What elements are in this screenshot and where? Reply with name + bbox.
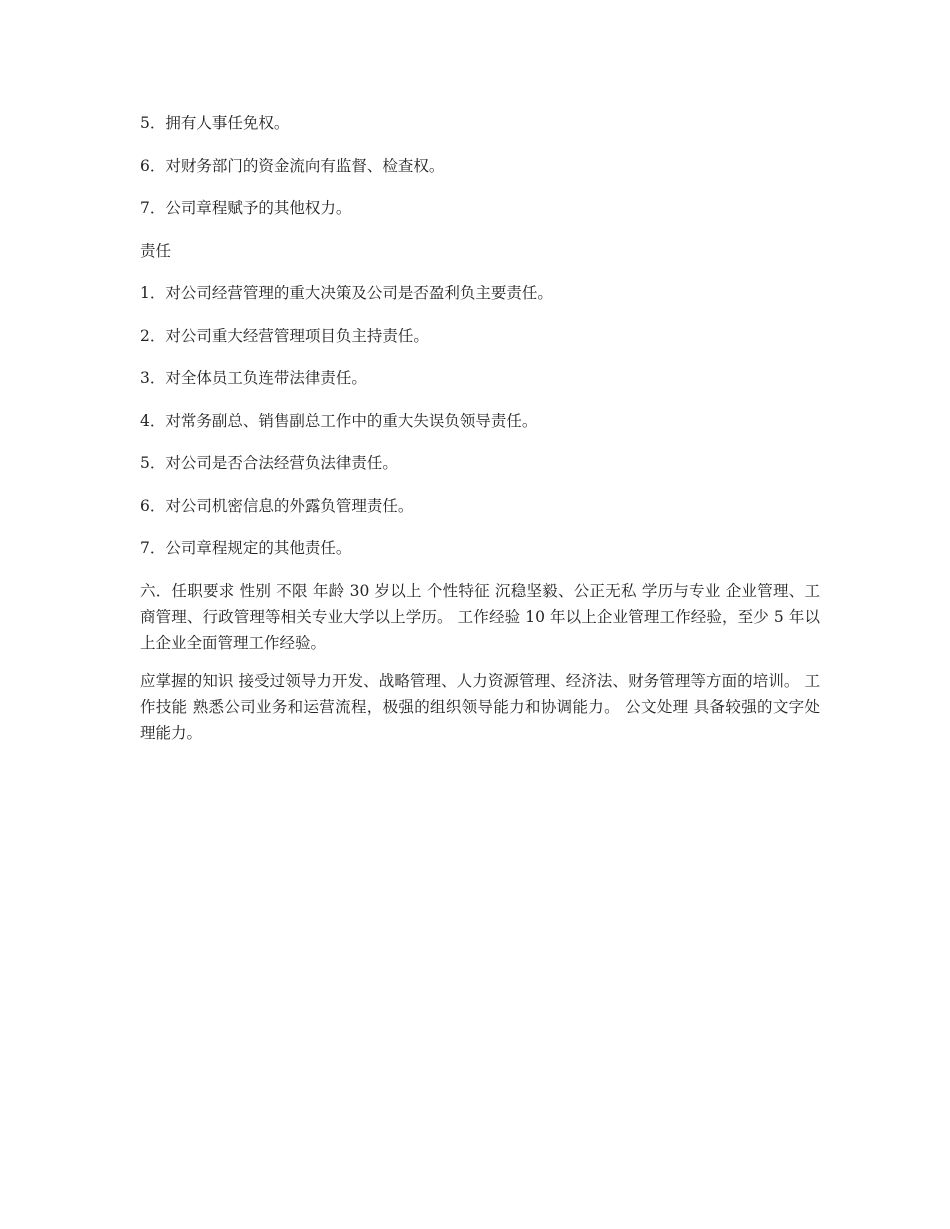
responsibility-item-7: 7．公司章程规定的其他责任。	[140, 539, 352, 557]
responsibility-item-5: 5．对公司是否合法经营负法律责任。	[140, 454, 398, 472]
responsibility-item-2: 2．对公司重大经营管理项目负主持责任。	[140, 326, 429, 345]
responsibility-item-6: 6．对公司机密信息的外露负管理责任。	[140, 496, 414, 515]
responsibility-item-3: 3．对全体员工负连带法律责任。	[140, 369, 367, 387]
requirements-paragraph: 六．任职要求 性别 不限 年龄 30 岁以上 个性特征 沉稳坚毅、公正无私 学历与专业 企业管理、工商管理、行政管理等相关专业大学以上学历。 工作经验 10 年以上企业管理工作经验，至少 5 年以上企业全面管理工作经验。	[140, 581, 820, 652]
rights-item-5: 5．拥有人事任免权。	[140, 114, 290, 132]
responsibility-heading: 责任	[140, 241, 172, 260]
rights-item-6: 6．对财务部门的资金流向有监督、检查权。	[140, 156, 445, 175]
responsibility-item-1: 1．对公司经营管理的重大决策及公司是否盈利负主要责任。	[140, 284, 553, 302]
responsibility-item-4: 4．对常务副总、销售副总工作中的重大失误负领导责任。	[140, 411, 538, 430]
rights-item-7: 7．公司章程赋予的其他权力。	[140, 199, 352, 217]
knowledge-skills-paragraph: 应掌握的知识 接受过领导力开发、战略管理、人力资源管理、经济法、财务管理等方面的培训。 工作技能 熟悉公司业务和运营流程，极强的组织领导能力和协调能力。 公文处理 具备较强的文字处理能力。	[140, 671, 820, 742]
document-page	[140, 110, 820, 758]
